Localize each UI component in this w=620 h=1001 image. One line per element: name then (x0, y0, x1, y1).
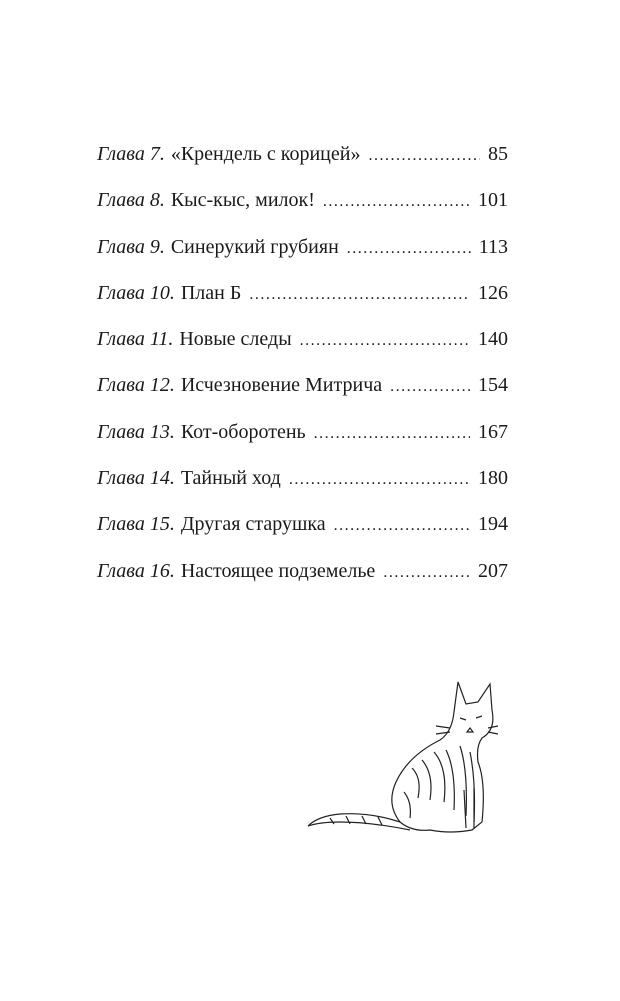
chapter-number: Глава 8. (97, 189, 165, 212)
page-number: 207 (478, 559, 508, 582)
dot-leader (347, 240, 471, 258)
chapter-title: Тайный ход (180, 467, 281, 490)
chapter-number: Глава 14. (97, 467, 175, 490)
toc-entry (97, 560, 508, 606)
chapter-title: План Б (180, 281, 242, 304)
dot-leader (300, 332, 470, 350)
chapter-number: Глава 9. (97, 235, 165, 258)
chapter-title: Настоящее подземелье (180, 559, 376, 582)
chapter-number: Глава 13. (97, 420, 175, 443)
chapter-number: Глава 11. (97, 328, 174, 351)
toc-entry (97, 143, 508, 189)
dot-leader (289, 471, 470, 489)
chapter-number: Глава 16. (97, 559, 175, 582)
toc-entry (97, 513, 508, 559)
chapter-title: Кыс-кыс, милок! (170, 189, 315, 212)
chapter-number: Глава 10. (97, 281, 175, 304)
page-number: 126 (478, 281, 508, 304)
page-number: 167 (478, 420, 508, 443)
dot-leader (314, 425, 470, 443)
toc-entry (97, 328, 508, 374)
page-number: 113 (478, 235, 508, 258)
toc-entry (97, 421, 508, 467)
chapter-number: Глава 7. (97, 143, 165, 165)
chapter-number: Глава 15. (97, 513, 175, 536)
table-of-contents (97, 143, 508, 606)
dot-leader (368, 147, 480, 165)
chapter-title: Кот-оборотень (180, 420, 306, 443)
toc-entry (97, 236, 508, 282)
chapter-title: Синерукий грубиян (170, 235, 339, 258)
page-number: 180 (478, 467, 508, 490)
chapter-title: «Крендель с корицей» (170, 143, 361, 165)
cat-illustration (300, 672, 500, 837)
dot-leader (383, 564, 470, 582)
toc-entry (97, 282, 508, 328)
toc-entry (97, 189, 508, 235)
chapter-title: Новые следы (179, 328, 292, 351)
dot-leader (323, 193, 470, 211)
dot-leader (249, 286, 470, 304)
page-number: 85 (488, 143, 508, 165)
chapter-title: Исчезновение Митрича (180, 374, 383, 397)
dot-leader (334, 517, 470, 535)
page-number: 194 (478, 513, 508, 536)
toc-entry (97, 374, 508, 420)
page-number: 140 (478, 328, 508, 351)
page-number: 101 (478, 189, 508, 212)
dot-leader (390, 378, 470, 396)
toc-entry (97, 467, 508, 513)
chapter-number: Глава 12. (97, 374, 175, 397)
chapter-title: Другая старушка (180, 513, 326, 536)
page-number: 154 (478, 374, 508, 397)
